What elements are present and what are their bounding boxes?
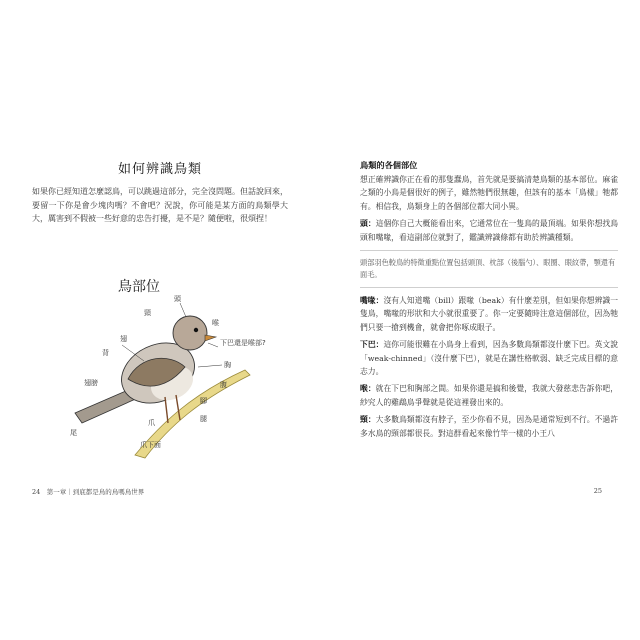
text-head: 這個你自己大概能看出來，它通常位在一隻鳥的最頂端。如果你想找鳥頭和嘴喙，看這副部位就對了，鑑識辨識條都有助於辨識種類。 xyxy=(360,219,618,242)
label-under-claw: 爪下面 xyxy=(140,441,161,449)
text-beak: 沒有人知道嘴（bill）跟喙（beak）有什麼差別，但如果你想辨識一隻鳥，嘴喙的形狀和大小就很重要了。你一定要隨時注意這個部位，因為牠們只要一搶到機會，就會把你啄成眼子。 xyxy=(360,296,618,332)
figure-title: 鳥部位 xyxy=(118,279,160,295)
term-beak: 嘴喙： xyxy=(360,296,384,306)
label-chin: 下巴還是喉部? xyxy=(220,339,266,347)
section-title: 如何辨識鳥類 xyxy=(117,162,202,177)
term-chin: 下巴： xyxy=(360,340,384,350)
term-head: 頭： xyxy=(360,219,376,229)
label-belly: 腹 xyxy=(220,381,227,389)
page-number-right: 25 xyxy=(593,487,602,495)
paragraph-intro: 想正確辨識你正在看的那隻蠢鳥，首先就是要搞清楚鳥類的基本部位。麻雀之類的小鳥是個很好的例子，雖然牠們很無趣，但該有的基本「鳥樣」牠都有。相信我，鳥類身上的各個部位都大同小異。 xyxy=(360,175,618,211)
label-breast: 胸 xyxy=(224,361,231,369)
paragraph-beak xyxy=(360,294,618,334)
paragraph-throat xyxy=(360,382,618,409)
pointer-line xyxy=(208,343,218,347)
bird-eye-shape xyxy=(194,328,198,332)
bird-parts-illustration xyxy=(40,275,280,460)
label-back: 背 xyxy=(102,349,109,357)
label-tail: 尾 xyxy=(70,429,77,437)
pointer-line xyxy=(180,303,186,317)
label-claw: 爪 xyxy=(148,419,155,427)
label-leg: 腿 xyxy=(200,415,207,423)
label-head: 頭 xyxy=(174,295,181,303)
label-neck: 頸 xyxy=(144,309,151,317)
note-box: 頭部羽色較鳥的特徵重點位置包括頭頂、枕部（後腦勺）、眼圈、眼紋帶，顎還有面毛。 xyxy=(360,258,616,280)
bird-beak-shape xyxy=(205,335,216,341)
paragraph-chin xyxy=(360,338,618,378)
paragraph-head xyxy=(360,217,618,244)
divider xyxy=(360,250,618,251)
term-throat: 喉： xyxy=(360,384,376,394)
page-number-left: 24 第一章｜到底都是鳥的鳥嗎鳥世界 xyxy=(32,488,145,496)
bird-head-shape xyxy=(173,316,207,350)
label-feet: 腳 xyxy=(200,397,207,405)
right-content xyxy=(360,160,618,444)
term-neck: 頸： xyxy=(360,415,376,425)
label-wings: 翅膀 xyxy=(84,379,98,387)
right-page xyxy=(320,0,640,640)
intro-paragraph: 如果你已經知道怎麼認鳥，可以跳過這部分，完全沒問題。但話說回來，要留一下你是會少塊肉嗎？不會吧？況說，你可能是某方面的鳥類學大大，厲害到不假被一些好意的忠告打擾，是不是？隨便啦，很煩捏！ xyxy=(32,187,288,223)
label-wing: 翅 xyxy=(120,335,127,343)
divider xyxy=(360,287,618,288)
text-neck: 大多數鳥類都沒有脖子，至少你看不見，因為是通常短到不行。不過許多水鳥的頸部都很長。對這群看起來像竹竿一樣的小王八 xyxy=(360,415,618,438)
section-heading: 鳥類的各個部位 xyxy=(360,160,418,170)
paragraph-neck xyxy=(360,413,618,440)
bird-leg-shape xyxy=(165,397,168,423)
text-chin: 這你可能很難在小鳥身上看到，因為多數鳥類都沒什麼下巴。英文說「weak-chinned」（沒什麼下巴），就是在講性格軟弱、缺乏完成目標的意志力。 xyxy=(360,340,619,377)
label-throat: 喉 xyxy=(212,319,219,327)
pointer-line xyxy=(198,365,222,367)
text-throat: 就在下巴和胸部之間。如果你還是搞和後覺，我就大發慈悲告訴你吧，紗究人的雞鵡鳥爭聲就是從這裡發出來的。 xyxy=(360,384,618,407)
